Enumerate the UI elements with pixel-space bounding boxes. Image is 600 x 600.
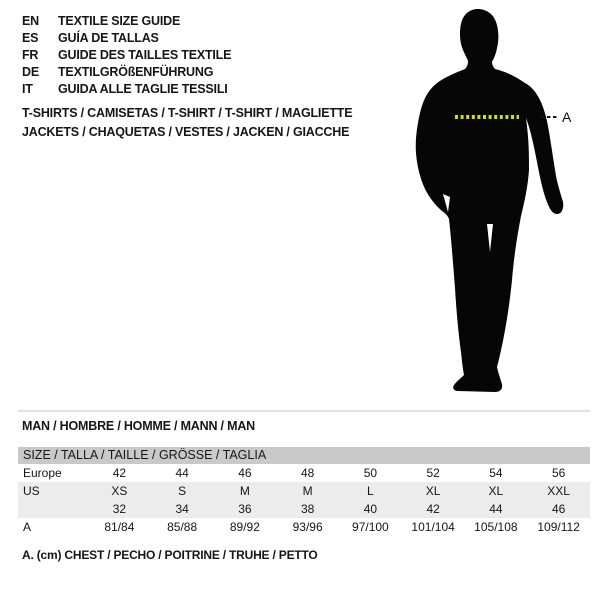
size-value: 36: [238, 502, 252, 516]
language-label: GUIDE DES TAILLES TEXTILE: [58, 48, 232, 62]
language-label: TEXTILGRÖßENFÜHRUNG: [58, 65, 214, 79]
language-label: GUÍA DE TALLAS: [58, 31, 159, 45]
size-value: XXL: [547, 484, 570, 498]
size-value: XS: [111, 484, 128, 498]
section-title-man: MAN / HOMBRE / HOMME / MANN / MAN: [22, 419, 255, 433]
size-value: 46: [238, 466, 252, 480]
category-list: [22, 104, 352, 141]
size-value: 85/88: [167, 520, 198, 534]
size-value: 40: [363, 502, 378, 516]
table-row-us-numeric: [18, 500, 590, 518]
size-value: M: [239, 484, 250, 498]
size-value: 44: [489, 502, 503, 516]
size-value: 38: [300, 502, 315, 516]
man-silhouette: [400, 0, 600, 410]
language-row: [22, 30, 231, 47]
size-value: 81/84: [104, 520, 135, 534]
language-code: FR: [22, 48, 39, 62]
size-value: 46: [551, 502, 566, 516]
size-value: 50: [363, 466, 378, 480]
size-value: 105/108: [474, 520, 518, 534]
row-label: Europe: [23, 466, 62, 480]
language-row: [22, 81, 231, 98]
row-label: A: [23, 520, 32, 534]
table-row-us: [18, 482, 590, 500]
size-value: 52: [426, 466, 440, 480]
size-value: 44: [175, 466, 189, 480]
size-value: XL: [425, 484, 441, 498]
language-code: ES: [22, 31, 39, 45]
size-value: 34: [175, 502, 189, 516]
size-value: 93/96: [292, 520, 323, 534]
category-line-jackets: JACKETS / CHAQUETAS / VESTES / JACKEN / GIACCHE: [22, 124, 350, 139]
man-figure: [400, 0, 600, 410]
language-row: [22, 13, 231, 30]
size-value: 101/104: [411, 520, 455, 534]
size-value: 32: [112, 502, 127, 516]
language-code: DE: [22, 65, 39, 79]
size-table-header: SIZE / TALLA / TAILLE / GRÖSSE / TAGLIA: [18, 447, 590, 464]
size-value: 56: [551, 466, 566, 480]
table-row-chest-a: [18, 518, 590, 536]
language-row: [22, 64, 231, 81]
row-label: US: [23, 484, 40, 498]
size-value: 42: [112, 466, 127, 480]
category-line-tshirts: T-SHIRTS / CAMISETAS / T-SHIRT / T-SHIRT / MAGLIETTE: [22, 106, 353, 120]
size-value: S: [178, 484, 187, 498]
size-value: 42: [426, 502, 440, 516]
size-value: 89/92: [229, 520, 260, 534]
footnote-chest: A. (cm) CHEST / PECHO / POITRINE / TRUHE / PETTO: [22, 548, 318, 562]
language-label: TEXTILE SIZE GUIDE: [58, 14, 181, 28]
size-value: 97/100: [352, 520, 389, 534]
table-row-europe: [18, 464, 590, 482]
row-label: [18, 500, 88, 518]
size-table: [18, 447, 590, 536]
size-value: L: [367, 484, 374, 498]
measure-label-a: A: [562, 109, 572, 125]
language-code: EN: [22, 14, 39, 28]
size-value: 109/112: [537, 520, 580, 534]
size-value: 54: [489, 466, 503, 480]
section-divider: [18, 410, 590, 412]
language-code: IT: [22, 82, 33, 96]
size-value: XL: [488, 484, 504, 498]
language-list: [22, 13, 231, 98]
man-silhouette-body: [416, 9, 564, 392]
language-label: GUIDA ALLE TAGLIE TESSILI: [58, 82, 228, 96]
language-row: [22, 47, 231, 64]
size-value: M: [302, 484, 313, 498]
size-value: 48: [300, 466, 315, 480]
